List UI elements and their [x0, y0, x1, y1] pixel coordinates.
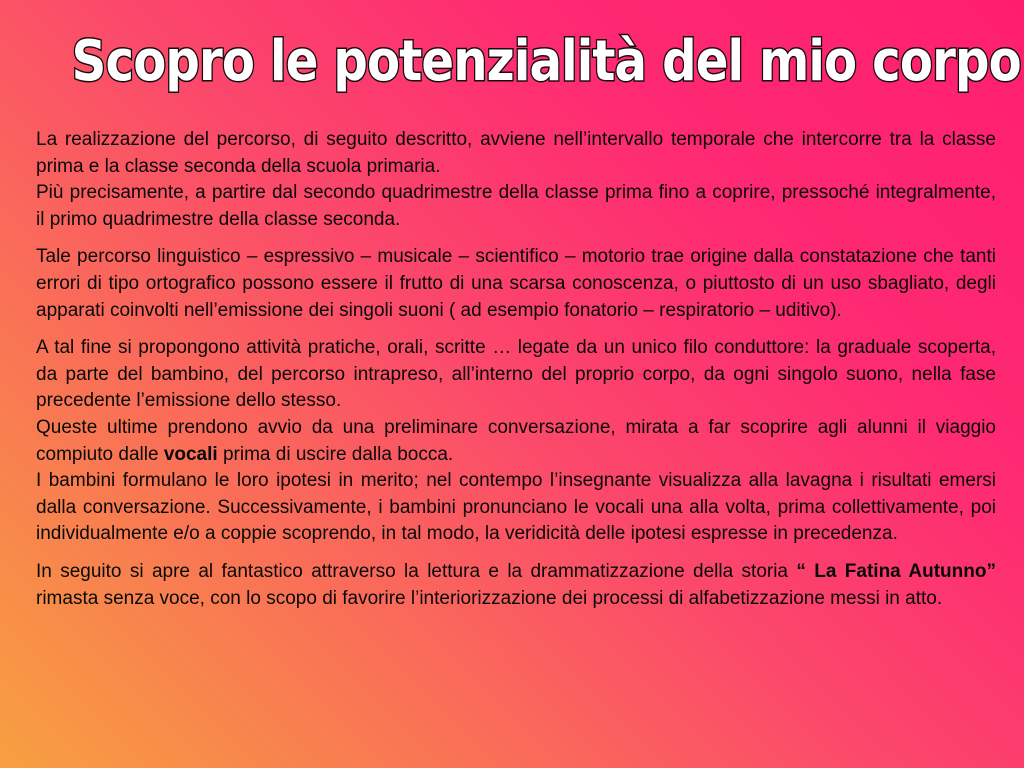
- paragraph-4-bold-story-title: “ La Fatina Autunno”: [796, 560, 996, 582]
- paragraph-1: [36, 127, 996, 233]
- paragraph-3-sentence-3: I bambini formulano le loro ipotesi in merito; nel contempo l’insegnante visualizza alla lavagna i risultati emersi dalla conversazione. Successivamente, i bambini pronunciano le vocali una alla volta, prima collettivamente, poi individualmente e/o a coppie scoprendo, in tal modo, la veridicità delle ipotesi espresse in precedenza.: [36, 470, 996, 545]
- paragraph-2-text: Tale percorso linguistico – espressivo – musicale – scientifico – motorio trae origine dalla constatazione che tanti errori di tipo ortografico possono essere il frutto di una scarsa conoscenza, o piuttosto di un uso sbagliato, degli apparati coinvolti nell’emissione dei singoli suoni ( ad esempio fonatorio – respiratorio – uditivo).: [36, 246, 996, 321]
- paragraph-2: [36, 244, 996, 324]
- paragraph-1-sentence-2: Più precisamente, a partire dal secondo quadrimestre della classe prima fino a coprire, pressoché integralmente, il primo quadrimestre della classe seconda.: [36, 182, 996, 230]
- paragraph-3-bold-vocali: vocali: [163, 443, 218, 465]
- paragraph-3: [36, 335, 996, 548]
- paragraph-3-sentence-2-before: Queste ultime prendono avvio da una preliminare conversazione, mirata a far scoprire agli alunni il viaggio compiuto dalle: [36, 416, 996, 465]
- slide-title: Scopro le potenzialità del mio corpo: [71, 29, 1021, 94]
- paragraph-4-after: rimasta senza voce, con lo scopo di favorire l’interiorizzazione dei processi di alfabetizzazione messi in atto.: [36, 587, 943, 609]
- slide-body: [36, 127, 996, 623]
- paragraph-4-before: In seguito si apre al fantastico attraverso la lettura e la drammatizzazione della storia: [36, 560, 788, 582]
- paragraph-3-sentence-1: A tal fine si propongono attività pratiche, orali, scritte … legate da un unico filo conduttore: la graduale scoperta, da parte del bambino, del percorso intrapreso, all’interno del proprio corpo, da ogni singolo suono, nella fase precedente l’emissione dello stesso.: [36, 337, 996, 412]
- paragraph-3-sentence-2-after: prima di uscire dalla bocca.: [222, 443, 454, 465]
- paragraph-1-sentence-1: La realizzazione del percorso, di seguito descritto, avviene nell’intervallo temporale che intercorre tra la classe prima e la classe seconda della scuola primaria.: [36, 129, 996, 177]
- paragraph-4: [36, 559, 996, 612]
